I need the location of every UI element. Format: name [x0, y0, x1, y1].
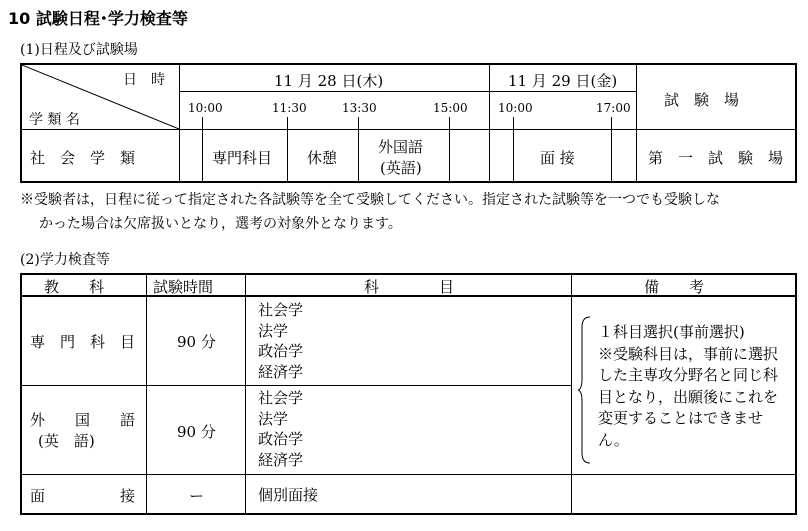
venue-header: 試 験 場 [664, 91, 740, 109]
time-tick [513, 117, 514, 183]
row-specialized-items [258, 300, 303, 382]
venue-name: 第 一 試 験 場 [648, 149, 784, 167]
col-divider [636, 65, 637, 181]
note-line-2: かった場合は欠席扱いとなり，選考の対象外となります。 [39, 216, 402, 232]
time-label: 11:30 [272, 101, 307, 115]
list-item: 法学 [258, 409, 289, 428]
section-title-schedule: (1)日程及び試験場 [20, 42, 138, 58]
time-tick [202, 117, 203, 183]
time-label: 17:00 [596, 101, 631, 115]
faculty-name: 社 会 学 類 [30, 149, 136, 167]
col-divider [489, 65, 490, 181]
time-tick [287, 117, 288, 183]
col-divider [245, 275, 246, 513]
session-foreign-language-sub: (英語) [380, 159, 422, 177]
header-subjects: 科 目 [364, 278, 455, 296]
time-label: 15:00 [433, 101, 468, 115]
row-interview-items [258, 485, 318, 506]
corner-label-faculty: 学 類 名 [29, 112, 80, 128]
time-label: 13:30 [342, 101, 377, 115]
row-foreign-subject-sub: (英 語) [38, 432, 95, 450]
header-exam-time: 試験時間 [153, 278, 214, 296]
col-divider [146, 275, 147, 513]
session-interview: 面 接 [540, 149, 575, 167]
list-item: 法学 [258, 321, 289, 340]
list-item: 社会学 [258, 301, 304, 319]
list-item: 個別面接 [258, 486, 319, 504]
list-item: 経済学 [258, 450, 304, 469]
row-specialized-subject: 専 門 科 目 [30, 333, 136, 351]
row-foreign-items [258, 388, 303, 470]
remarks-brace [578, 315, 594, 465]
attendance-note [20, 188, 795, 236]
schedule-table [20, 63, 797, 183]
section-title-exam: (2)学力検査等 [20, 252, 110, 268]
time-label: 10:00 [188, 101, 223, 115]
page-heading: 10 試験日程･学力検査等 [8, 9, 188, 28]
list-item: 政治学 [258, 430, 304, 448]
time-tick [611, 117, 612, 183]
list-item: 政治学 [258, 342, 304, 360]
note-line-1: ※受験者は，日程に従って指定された各試験等を全て受験してください。指定された試験等を一つでも受験しな [20, 192, 720, 208]
exam-table [20, 273, 797, 515]
row-divider [22, 385, 571, 386]
row-divider [22, 474, 795, 475]
col-divider [571, 275, 572, 513]
time-label: 10:00 [498, 101, 533, 115]
day-divider [179, 91, 636, 92]
row-interview-subject: 面 接 [30, 487, 136, 505]
day2-label: 11 月 29 日(金) [508, 72, 618, 90]
session-foreign-language: 外国語 [378, 138, 424, 156]
row-foreign-time: 90 分 [177, 423, 216, 441]
time-tick [449, 117, 450, 183]
row-interview-time: ー [189, 487, 205, 505]
session-specialized: 専門科目 [212, 149, 273, 167]
header-subject-area: 教 科 [44, 278, 105, 296]
list-item: 経済学 [258, 362, 304, 381]
row-foreign-subject: 外 国 語 [30, 411, 136, 429]
remarks-line-2: ※受験科目は，事前に選択した主専攻分野名と同じ科目となり，出願後にこれを変更することはできません。 [598, 344, 779, 449]
remarks-line-1: １科目選択(事前選択) [598, 323, 745, 341]
row-specialized-time: 90 分 [177, 333, 216, 351]
session-break: 休憩 [307, 149, 338, 167]
header-divider [22, 129, 795, 130]
corner-label-datetime: 日 時 [123, 72, 165, 88]
day1-label: 11 月 28 日(木) [274, 72, 384, 90]
list-item: 社会学 [258, 389, 304, 407]
time-tick [358, 117, 359, 183]
col-divider [179, 65, 180, 181]
remarks-text [598, 322, 788, 451]
header-remarks: 備 考 [644, 278, 705, 296]
